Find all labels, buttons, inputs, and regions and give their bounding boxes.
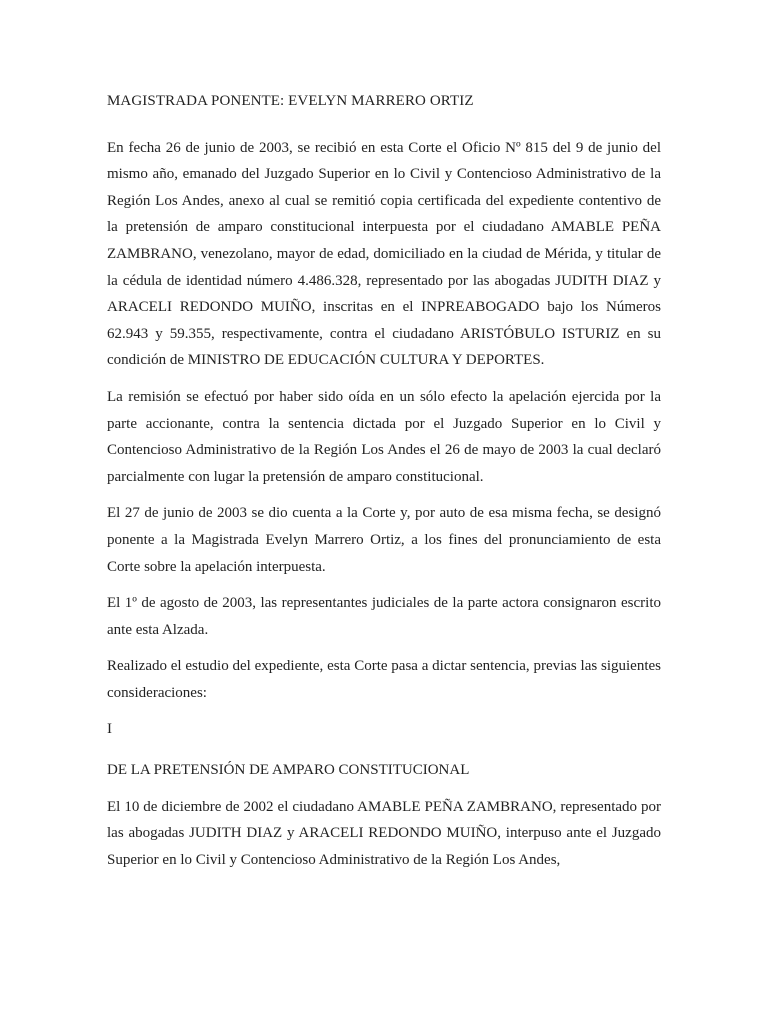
section-number: I: [107, 721, 112, 738]
paragraph-receipt: En fecha 26 de junio de 2003, se recibió en esta Corte el Oficio Nº 815 del 9 de junio del mismo año, emanado del Juzgado Superior en lo Civil y Contencioso Administrativo de la Región Los Andes, anexo al cual se remitió copia certificada del expediente contentivo de la pretensión de amparo constitucional interpuesta por el ciudadano AMABLE PEÑA ZAMBRANO, venezolano, mayor de edad, domiciliado en la ciudad de Mérida, y titular de la cédula de identidad número 4.486.328, representado por las abogadas JUDITH DIAZ y ARACELI REDONDO MUIÑO, inscritas en el INPREABOGADO bajo los Números 62.943 y 59.355, respectivamente, contra el ciudadano ARISTÓBULO ISTURIZ en su condición de MINISTRO DE EDUCACIÓN CULTURA Y DEPORTES.: [107, 139, 661, 369]
paragraph-assignment: El 27 de junio de 2003 se dio cuenta a la Corte y, por auto de esa misma fecha, se designó ponente a la Magistrada Evelyn Marrero Ortiz, a los fines del pronunciamiento de esta Corte sobre la apelación interpuesta.: [107, 505, 661, 575]
paragraph-considerations: Realizado el estudio del expediente, esta Corte pasa a dictar sentencia, previas las siguientes consideraciones:: [107, 658, 661, 701]
paragraph-filing: El 1º de agosto de 2003, las representantes judiciales de la parte actora consignaron escrito ante esta Alzada.: [107, 595, 661, 638]
section-title: DE LA PRETENSIÓN DE AMPARO CONSTITUCIONAL: [107, 762, 470, 779]
paragraph-section-body: El 10 de diciembre de 2002 el ciudadano AMABLE PEÑA ZAMBRANO, representado por las abogadas JUDITH DIAZ y ARACELI REDONDO MUIÑO, interpuso ante el Juzgado Superior en lo Civil y Contencioso Administrativo de la Región Los Andes,: [107, 798, 661, 868]
document-page: [107, 88, 661, 883]
magistrate-heading: MAGISTRADA PONENTE: EVELYN MARRERO ORTIZ: [107, 93, 474, 109]
paragraph-remission: La remisión se efectuó por haber sido oída en un sólo efecto la apelación ejercida por la parte accionante, contra la sentencia dictada por el Juzgado Superior en lo Civil y Contencioso Administrativo de la Región Los Andes el 26 de mayo de 2003 la cual declaró parcialmente con lugar la pretensión de amparo constitucional.: [107, 388, 661, 485]
